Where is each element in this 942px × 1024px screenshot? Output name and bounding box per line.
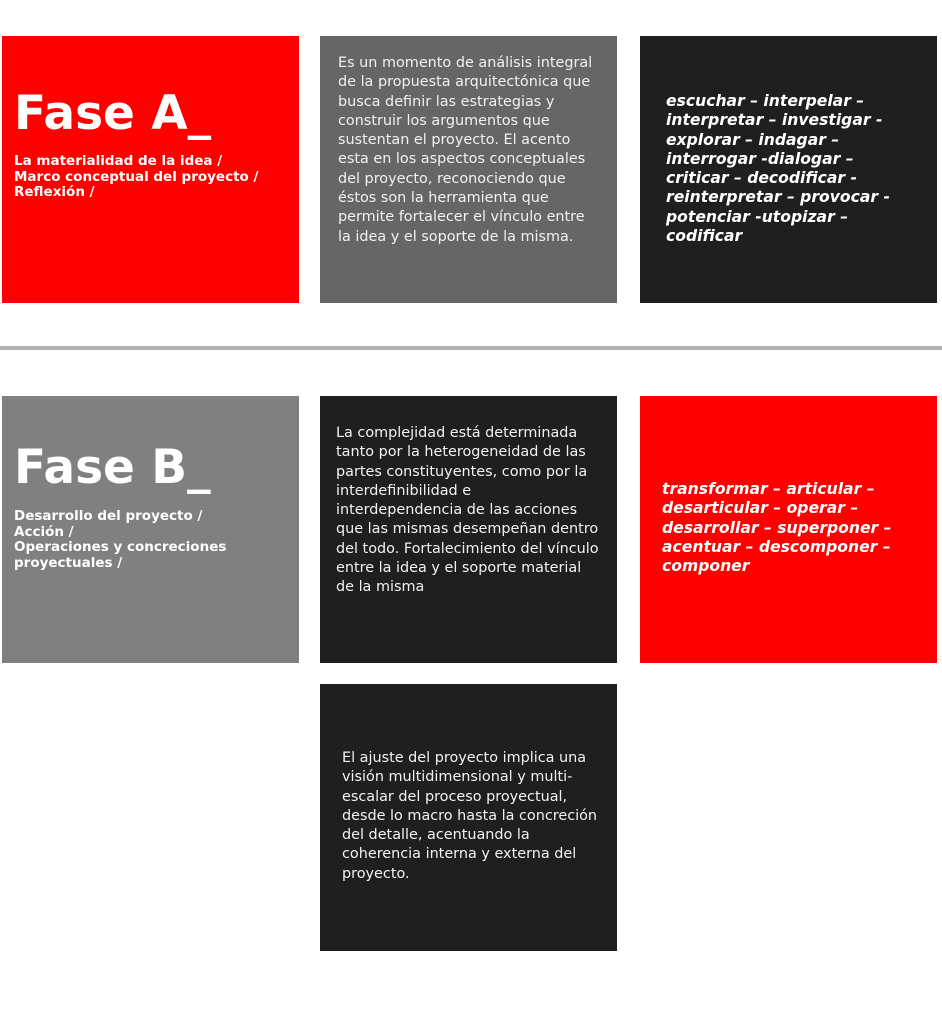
- phase-a-subtitle-line: Reflexión /: [14, 184, 95, 200]
- phase-b-title: Fase B_: [14, 440, 211, 495]
- phase-a-verb-line: interpretar – investigar -: [666, 111, 883, 130]
- section-divider: [0, 346, 942, 350]
- phase-a-verbs: [666, 92, 890, 246]
- phase-a-title-tile: [2, 36, 299, 303]
- phase-b-description-tile: [320, 396, 617, 663]
- phase-a-verb-line: criticar – decodificar -: [666, 169, 858, 188]
- phase-a-verb-line: potenciar -utopizar –: [666, 207, 849, 226]
- phase-a-verb-line: explorar – indagar –: [666, 130, 840, 149]
- phase-a-verb-line: reinterpretar – provocar -: [666, 188, 890, 207]
- phase-a-title: Fase A_: [14, 86, 212, 141]
- phase-b-verb-line: desarrollar – superponer –: [662, 518, 892, 537]
- phase-a-verbs-tile: [640, 36, 937, 303]
- phase-b-subtitle-line: Acción /: [14, 523, 74, 540]
- phase-a-subtitle: [14, 154, 258, 201]
- phase-b-adjustment-tile: [320, 684, 617, 951]
- phase-a-description: Es un momento de análisis integral de la propuesta arquitectónica que busca definir las estrategias y construir los argumentos que sustentan el proyecto. El acento esta en los aspectos conceptuales del proyecto, reconociendo que éstos son la herramienta que permite fortalecer el vínculo entre la idea y el soporte de la misma.: [338, 55, 593, 245]
- phase-a-verb-line: escuchar – interpelar –: [666, 92, 865, 110]
- phase-b-description: La complejidad está determinada tanto por la heterogeneidad de las partes constituyentes, como por la interdefinibilidad e interdependencia de las acciones que las mismas desempeñan dentro del todo. Fortalecimiento del vínculo entre la idea y el soporte material de la misma: [336, 425, 599, 596]
- phase-b-subtitle-line: Operaciones y concreciones: [14, 539, 227, 555]
- phase-b-subtitle-line: Desarrollo del proyecto /: [14, 508, 203, 524]
- phase-b-subtitle: [14, 509, 226, 571]
- phase-a-subtitle-line: Marco conceptual del proyecto /: [14, 168, 259, 185]
- phase-a-verb-line: codificar: [666, 227, 743, 246]
- phase-a-description-tile: [320, 36, 617, 303]
- phase-a-verb-line: interrogar -dialogar –: [666, 149, 854, 168]
- phase-b-title-tile: [2, 396, 299, 663]
- phase-b-verbs-tile: [640, 396, 937, 663]
- phase-b-verbs: [662, 480, 891, 576]
- phase-b-verb-line: transformar – articular –: [662, 480, 875, 498]
- phase-a-subtitle-line: La materialidad de la idea /: [14, 153, 223, 169]
- phase-b-subtitle-line: proyectuales /: [14, 554, 123, 571]
- phase-b-verb-line: acentuar – descomponer –: [662, 537, 891, 556]
- phase-b-adjustment-text: El ajuste del proyecto implica una visión multidimensional y multi-escalar del proceso proyectual, desde lo macro hasta la concreción del detalle, acentuando la coherencia interna y externa del proyecto.: [342, 750, 598, 882]
- phase-b-verb-line: desarticular – operar –: [662, 499, 859, 518]
- phase-b-verb-line: componer: [662, 557, 750, 576]
